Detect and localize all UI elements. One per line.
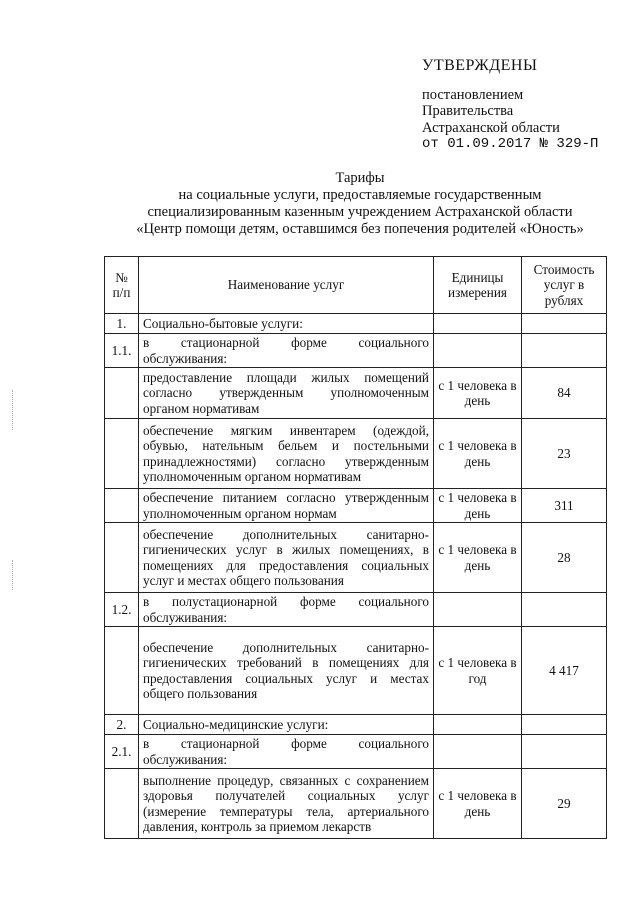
cell-name: обеспечение дополнительных санитарно-гигиенических услуг в жилых помещениях, в помещениях для предоставления социальных услуг и местах общего пользования bbox=[139, 523, 434, 593]
cell-cost: 311 bbox=[522, 489, 607, 523]
cell-cost bbox=[522, 314, 607, 334]
header-cost: Стоимость услуг в рублях bbox=[522, 257, 607, 314]
table-row bbox=[105, 419, 607, 489]
cell-name: в полустационарной форме социального обслуживания: bbox=[139, 593, 434, 627]
title-line: Тарифы bbox=[335, 170, 385, 186]
cell-name: обеспечение питанием согласно утвержденным уполномоченным органом нормам bbox=[139, 489, 434, 523]
cell-num: 1.2. bbox=[105, 593, 139, 627]
approval-line: Правительства bbox=[422, 103, 514, 119]
table-row bbox=[105, 735, 607, 769]
cell-unit bbox=[434, 334, 522, 368]
table-row bbox=[105, 769, 607, 839]
cell-num: 2. bbox=[105, 715, 139, 735]
table-row bbox=[105, 489, 607, 523]
header-name: Наименование услуг bbox=[139, 257, 434, 314]
cell-cost bbox=[522, 334, 607, 368]
cell-cost: 23 bbox=[522, 419, 607, 489]
cell-unit bbox=[434, 593, 522, 627]
scan-margin-mark bbox=[12, 560, 14, 590]
scan-margin-mark bbox=[12, 390, 14, 430]
cell-cost bbox=[522, 593, 607, 627]
cell-name: предоставление площади жилых помещений согласно утвержденным уполномоченным органом нормативам bbox=[139, 368, 434, 419]
cell-num: 1. bbox=[105, 314, 139, 334]
approval-signature: от 01.09.2017 № 329-П bbox=[422, 136, 599, 152]
table-header-row bbox=[105, 257, 607, 314]
cell-cost: 84 bbox=[522, 368, 607, 419]
cell-unit: с 1 человека в день bbox=[434, 523, 522, 593]
cell-cost bbox=[522, 735, 607, 769]
table-row bbox=[105, 715, 607, 735]
cell-name: Социально-медицинские услуги: bbox=[139, 715, 434, 735]
cell-unit: с 1 человека в день bbox=[434, 368, 522, 419]
approval-line: постановлением bbox=[422, 86, 524, 103]
approval-block bbox=[422, 58, 632, 153]
cell-num bbox=[105, 769, 139, 839]
document-title bbox=[100, 170, 620, 238]
cell-num bbox=[105, 368, 139, 419]
header-unit: Единицы измерения bbox=[434, 257, 522, 314]
cell-num: 1.1. bbox=[105, 334, 139, 368]
cell-unit: с 1 человека в день bbox=[434, 769, 522, 839]
cell-unit bbox=[434, 715, 522, 735]
cell-cost: 29 bbox=[522, 769, 607, 839]
table-row bbox=[105, 523, 607, 593]
table-body bbox=[105, 314, 607, 839]
cell-num bbox=[105, 523, 139, 593]
cell-name: Социально-бытовые услуги: bbox=[139, 314, 434, 334]
table-row bbox=[105, 593, 607, 627]
cell-num bbox=[105, 419, 139, 489]
title-line: специализированным казенным учреждением Астраханской области bbox=[147, 204, 573, 220]
header-num: № п/п bbox=[105, 257, 139, 314]
table-row bbox=[105, 334, 607, 368]
cell-unit bbox=[434, 314, 522, 334]
cell-unit: с 1 человека в год bbox=[434, 627, 522, 715]
cell-unit: с 1 человека в день bbox=[434, 489, 522, 523]
cell-unit: с 1 человека в день bbox=[434, 419, 522, 489]
approval-line: Астраханской области bbox=[422, 119, 560, 136]
tariffs-table bbox=[104, 256, 607, 839]
cell-name: обеспечение дополнительных санитарно-гигиенических требований в помещениях для предоставления социальных услуг и местах общего пользования bbox=[139, 627, 434, 715]
cell-name: выполнение процедур, связанных с сохранением здоровья получателей социальных услуг (измерение температуры тела, артериального давления, контроль за приемом лекарств bbox=[139, 769, 434, 839]
cell-name: обеспечение мягким инвентарем (одеждой, обувью, нательным бельем и постельными принадлежностями) согласно утвержденным уполномоченным органом нормативам bbox=[139, 419, 434, 489]
cell-unit bbox=[434, 735, 522, 769]
cell-num: 2.1. bbox=[105, 735, 139, 769]
approval-heading: УТВЕРЖДЕНЫ bbox=[422, 57, 538, 74]
title-line: на социальные услуги, предоставляемые государственным bbox=[178, 187, 542, 203]
cell-cost: 4 417 bbox=[522, 627, 607, 715]
cell-name: в стационарной форме социального обслуживания: bbox=[139, 334, 434, 368]
cell-cost: 28 bbox=[522, 523, 607, 593]
title-line: «Центр помощи детям, оставшимся без попечения родителей «Юность» bbox=[136, 221, 584, 237]
table-row bbox=[105, 314, 607, 334]
table-row bbox=[105, 368, 607, 419]
table-row bbox=[105, 627, 607, 715]
cell-cost bbox=[522, 715, 607, 735]
cell-num bbox=[105, 627, 139, 715]
cell-name: в стационарной форме социального обслуживания: bbox=[139, 735, 434, 769]
cell-num bbox=[105, 489, 139, 523]
